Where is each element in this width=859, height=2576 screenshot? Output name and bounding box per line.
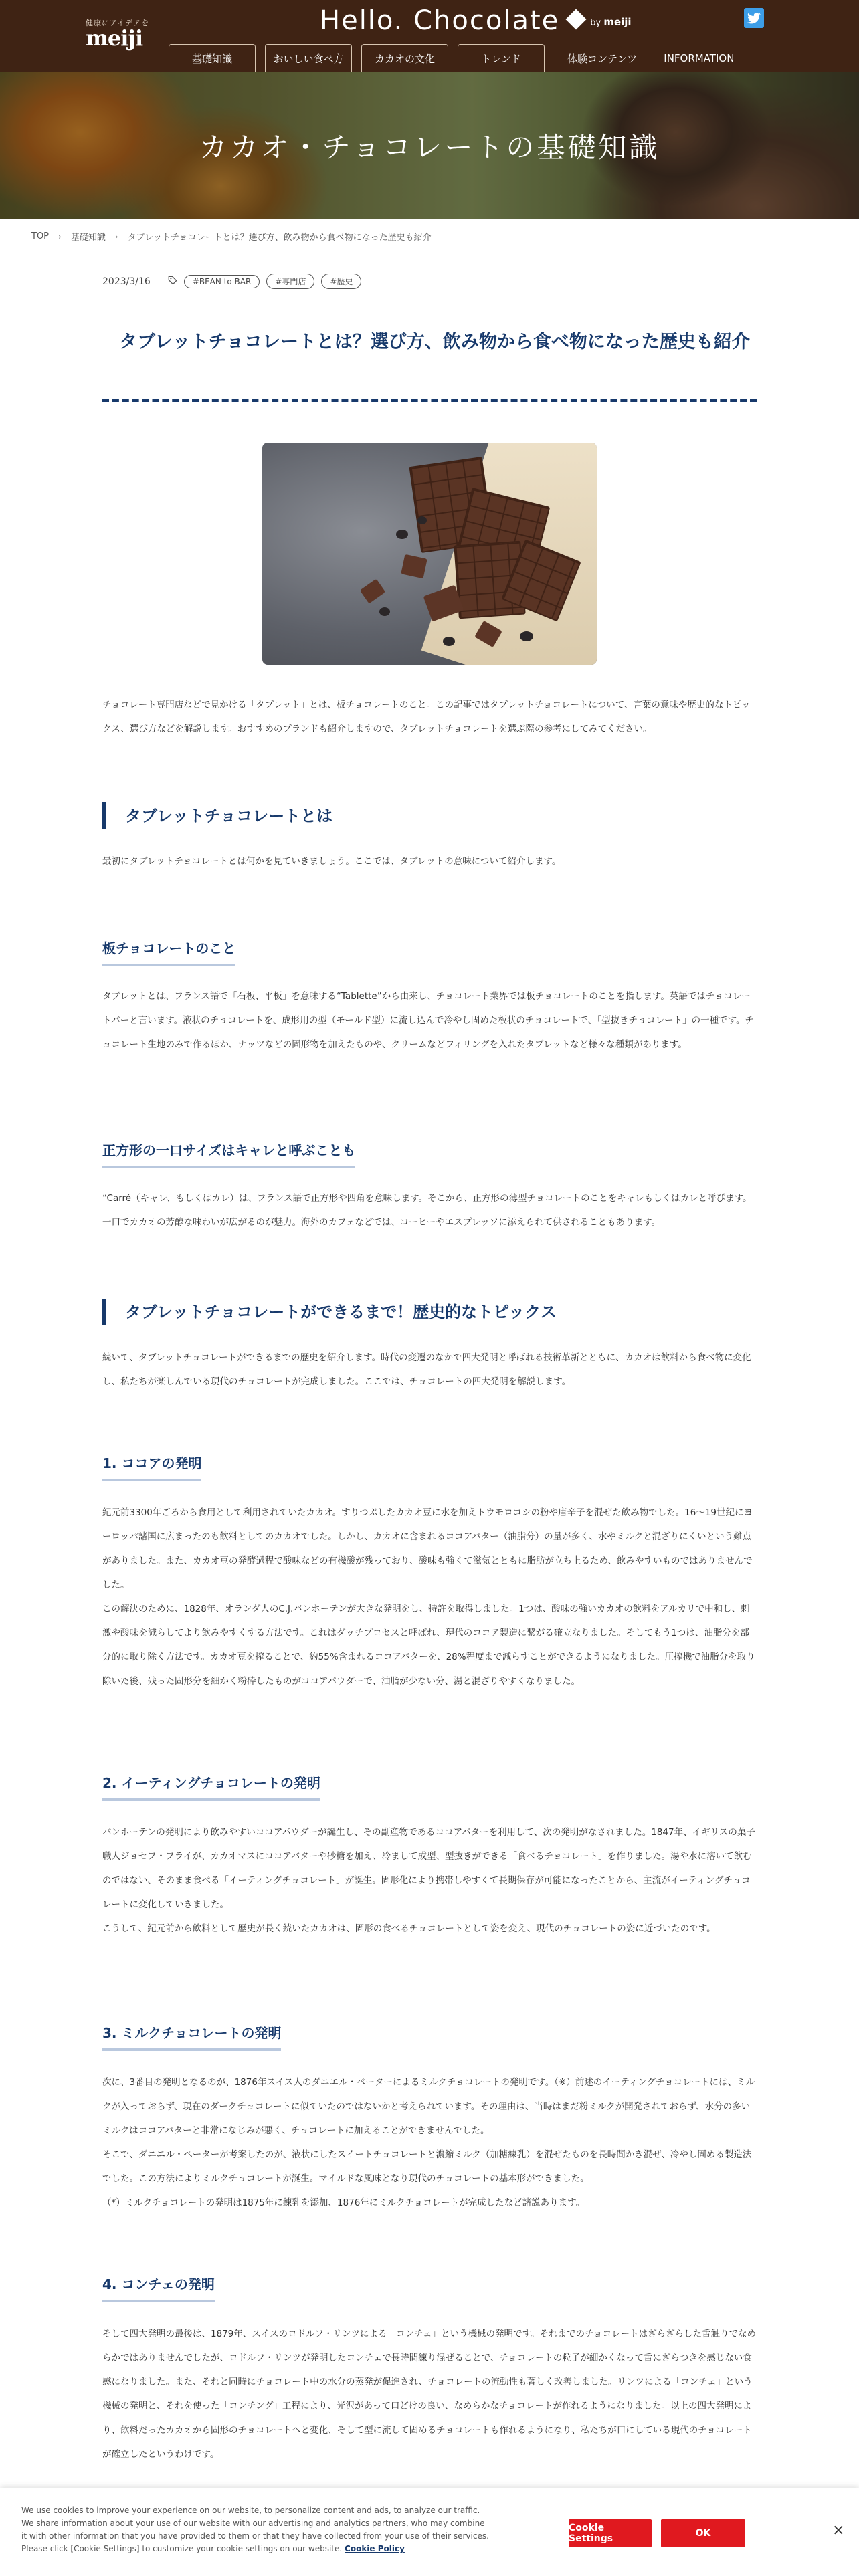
section-paragraph: こうして、紀元前から飲料として歴史が長く続いたカカオは、固形の食べるチョコレートとして姿を変え、現代のチョコレートの姿に近づいたのです。	[102, 1923, 716, 1934]
nav-item-basics[interactable]: 基礎知識	[169, 44, 256, 72]
nav-item-information[interactable]: INFORMATION	[664, 52, 735, 64]
cookie-text: We use cookies to improve your experience on our website, to personalize content and ads, to analyze our traffic. We share information about your use of our website with our advertising and analytics partners, who may combine it with other information that you have provided to them or that they have collected from your use of their services. Please click [Cookie Settings] to customize your cookie settings on our website. Cookie Policy	[21, 2506, 489, 2553]
subheading-carre: 正方形の一口サイズはキャレと呼ぶことも	[102, 1140, 355, 1168]
breadcrumb-basics[interactable]: 基礎知識	[70, 233, 106, 243]
cacao-bean	[520, 631, 533, 641]
nav-item-trend[interactable]: トレンド	[458, 44, 545, 72]
section-paragraph: 続いて、タブレットチョコレートができるまでの歴史を紹介します。時代の変遷のなかで四大発明と呼ばれる技術革新とともに、カカオは飲料から食べ物に変化し、私たちが楽しんでいる現代のチョコレートが完成しました。ここでは、チョコレートの四大発明を解説します。	[102, 1352, 751, 1387]
section-heading-history: タブレットチョコレートができるまで！歴史的なトピックス	[102, 1299, 757, 1325]
hero-banner	[0, 72, 859, 219]
logo-tagline: 健康にアイデアを	[86, 19, 150, 27]
publish-date: 2023/3/16	[102, 276, 151, 287]
breadcrumb-current: タブレットチョコレートとは？選び方、飲み物から食べ物になった歴史も紹介	[127, 233, 432, 243]
cookie-policy-link[interactable]: Cookie Policy	[345, 2544, 405, 2553]
diamond-icon	[566, 9, 587, 29]
section-paragraph: 紀元前3300年ごろから食用として利用されていたカカオ。すりつぶしたカカオ豆に水を加えトウモロコシの粉や唐辛子を混ぜた飲み物でした。16～19世紀にヨーロッパ諸国に広まったのも飲料としてのカカオでした。しかし、カカオに含まれるココアバター（油脂分）の量が多く、水やミルクと混ざりにくいという難点がありました。また、カカオ豆の発酵過程で酸味などの有機酸が残っており、酸味も強くて滋気とともに脂肪が立ち上るため、飲みやすいものではありませんでした。	[102, 1507, 753, 1590]
subheading-cocoa: 1. ココアの発明	[102, 1453, 201, 1481]
article-meta	[102, 274, 368, 289]
article-image	[262, 443, 597, 665]
tag-bean-to-bar[interactable]: #BEAN to BAR	[184, 275, 260, 288]
chevron-right-icon: ›	[58, 231, 62, 241]
global-nav	[169, 44, 747, 72]
site-title[interactable]	[320, 5, 632, 36]
title-divider	[102, 399, 757, 402]
section-paragraph: この解決のために、1828年、オランダ人のC.J.バンホーテンが大きな発明をし、特許を取得しました。1つは、酸味の強いカカオの飲料をアルカリで中和し、刺激や酸味を減らしてより飲みやすくする方法です。これはダッチプロセスと呼ばれ、現代のココア製造に繋がる確立なりました。そしてもう1つは、油脂分を部分的に取り除く方法です。カカオ豆を搾ることで、約55%含まれるココアバターを、28%程度まで減らすことができるようになりました。圧搾機で油脂分を取り除いた後、残った固形分を細かく粉砕したものがココアパウダーで、油脂が少ない分、湯と混ざりやすくなりました。	[102, 1604, 755, 1687]
meiji-logo[interactable]: meiji	[86, 25, 143, 51]
cacao-bean	[396, 530, 408, 539]
close-icon[interactable]: ×	[832, 2522, 845, 2539]
cacao-bean	[379, 607, 390, 616]
subheading-eating-chocolate: 2. イーティングチョコレートの発明	[102, 1772, 320, 1801]
nav-item-experience[interactable]: 体験コンテンツ	[567, 52, 638, 65]
footnote: （*）ミルクチョコレートの発明は1875年に練乳を添加、1876年にミルクチョコレートが完成したなど諸説あります。	[102, 2197, 585, 2208]
hero-title: カカオ・チョコレートの基礎知識	[199, 131, 660, 164]
section-paragraph: そして四大発明の最後は、1879年、スイスのロドルフ・リンツによる「コンチェ」という機械の発明です。それまでのチョコレートはざらざらした舌触りでなめらかではありませんでしたが、ロドルフ・リンツが発明したコンチェで長時間練り混ぜることで、チョコレートの粒子が細かくなって舌にざらつきを感じない食感になりました。また、それと同時にチョコレート中の水分の蒸発が促進され、チョコレートの流動性も著しく改善しました。リンツによる「コンチェ」という機械の発明と、それを使った「コンチング」工程により、光沢があって口どけの良い、なめらかなチョコレートが作れるようになりました。以上の四大発明により、飲料だったカカオから固形のチョコレートへと変化、そして型に流して固めるチョコレートも作れるようになり、私たちが口にしている現代のチョコレートが確立したというわけです。	[102, 2329, 757, 2460]
section-paragraph: 最初にタブレットチョコレートとは何かを見ていきましょう。ここでは、タブレットの意味について紹介します。	[102, 856, 561, 867]
section-paragraph: 次に、3番目の発明となるのが、1876年スイス人のダニエル・ペーターによるミルクチョコレートの発明です。（※）前述のイーティングチョコレートには、ミルクが入っておらず、現在のダークチョコレートに似ていたのではないかと考えられています。その理由は、当時はまだ粉ミルクが開発されておらず、水分の多いミルクはココアバターと非常になじみが悪く、チョコレートに加えることができませんでした。	[102, 2077, 755, 2136]
tag-specialty-store[interactable]: #専門店	[266, 274, 314, 289]
by-meiji: by meiji	[590, 16, 632, 28]
cacao-bean	[417, 516, 427, 524]
article-title: タブレットチョコレートとは？選び方、飲み物から食べ物になった歴史も紹介	[119, 332, 750, 352]
chocolate-chunk	[360, 579, 385, 604]
subheading-bar-chocolate: 板チョコレートのこと	[102, 938, 235, 966]
site-header	[0, 0, 859, 72]
breadcrumb	[31, 230, 432, 243]
cookie-banner	[0, 2488, 859, 2576]
breadcrumb-top[interactable]: TOP	[31, 231, 50, 241]
cookie-ok-button[interactable]: OK	[661, 2519, 745, 2547]
section-paragraph: タブレットとは、フランス語で「石板、平板」を意味する“Tablette”から由来し、チョコレート業界では板チョコレートのことを指します。英語ではチョコレートバーと言います。液状のチョコレートを、成形用の型（モールド型）に流し込んで冷やし固めた板状のチョコレートで、「型抜きチョコレート」の一種です。チョコレート生地のみで作るほか、ナッツなどの固形物を加えたものや、クリームなどフィリングを入れたタブレットなど様々な種類があります。	[102, 991, 755, 1050]
tag-icon	[168, 276, 177, 288]
chevron-right-icon: ›	[114, 231, 118, 241]
nav-item-cacao-culture[interactable]: カカオの文化	[361, 44, 448, 72]
subheading-conche: 4. コンチェの発明	[102, 2274, 215, 2302]
cacao-bean	[443, 637, 455, 646]
nav-item-how-to-eat[interactable]: おいしい食べ方	[265, 44, 352, 72]
chocolate-chunk	[401, 554, 427, 578]
twitter-icon[interactable]	[744, 8, 764, 28]
site-title-text: Hello. Chocolate	[320, 5, 560, 36]
section-paragraph: バンホーテンの発明により飲みやすいココアパウダーが誕生し、その副産物であるココアバターを利用して、次の発明がなされました。1847年、イギリスの菓子職人ジョセフ・フライが、カカオマスにココアバターや砂糖を加え、冷まして成型、型抜きができる「食べるチョコレート」を作りました。湯や水に溶いて飲むのではない、そのまま食べる「イーティングチョコレート」が誕生。固形化により携帯しやすくて長期保存が可能になったことから、主流がイーティングチョコレートに変化していきました。	[102, 1827, 755, 1910]
section-paragraph: そこで、ダニエル・ペーターが考案したのが、液状にしたスイートチョコレートと濃縮ミルク（加糖練乳）を混ぜたものを長時間かき混ぜ、冷やし固める製造法でした。この方法によりミルクチョコレートが誕生。マイルドな風味となり現代のチョコレートの基本形ができました。	[102, 2149, 752, 2184]
section-heading-what-is-tablet: タブレットチョコレートとは	[102, 802, 757, 829]
tag-history[interactable]: #歴史	[321, 274, 361, 289]
intro-paragraph: チョコレート専門店などで見かける「タブレット」とは、板チョコレートのこと。この記事ではタブレットチョコレートについて、言葉の意味や歴史的なトピックス、選び方などを解説します。おすすめのブランドも紹介しますので、タブレットチョコレートを選ぶ際の参考にしてみてください。	[102, 700, 751, 734]
subheading-milk-chocolate: 3. ミルクチョコレートの発明	[102, 2022, 281, 2051]
section-paragraph: “Carré（キャレ、もしくはカレ）は、フランス語で正方形や四角を意味します。そこから、正方形の薄型チョコレートのことをキャレもしくはカレと呼びます。一口でカカオの芳醇な味わいが広がるのが魅力。海外のカフェなどでは、コーヒーやエスプレッソに添えられて供されることもあります。	[102, 1193, 752, 1228]
cookie-settings-button[interactable]: Cookie Settings	[569, 2519, 652, 2547]
